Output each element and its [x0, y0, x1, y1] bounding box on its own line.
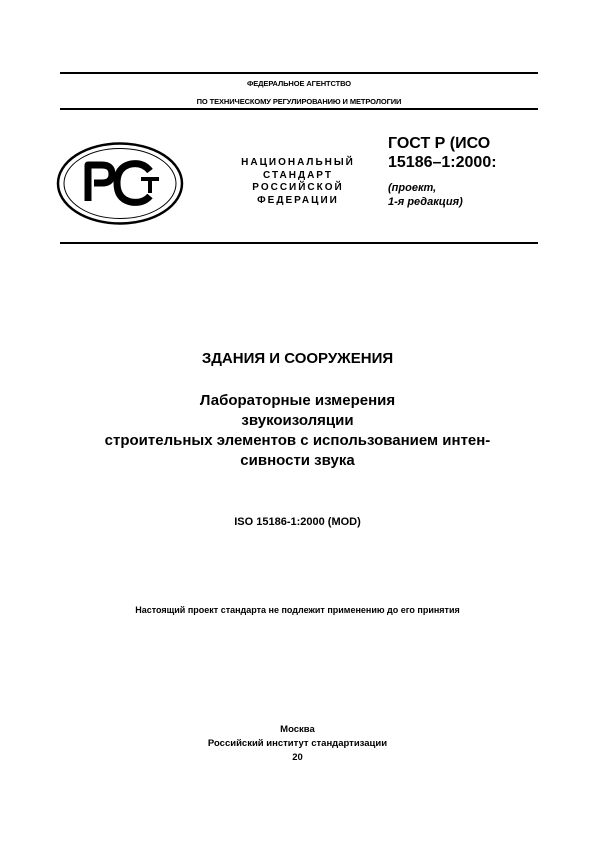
- subtitle-line: звукоизоляции: [241, 412, 354, 429]
- subtitle-line: строительных элементов с использованием интен-: [104, 432, 491, 449]
- national-line: РОССИЙСКОЙ: [252, 182, 344, 193]
- agency-name-line2: ПО ТЕХНИЧЕСКОМУ РЕГУЛИРОВАНИЮ И МЕТРОЛОГИИ: [196, 97, 402, 106]
- header-bottom-rule: [60, 242, 538, 244]
- rst-certification-mark-icon: [55, 141, 185, 226]
- national-line: ФЕДЕРАЦИИ: [257, 194, 339, 206]
- draft-status: [388, 181, 463, 209]
- subtitle-line: Лабораторные измерения: [199, 392, 396, 409]
- imprint-publisher: Российский институт стандартизации: [207, 738, 388, 749]
- national-line: НАЦИОНАЛЬНЫЙ: [241, 157, 355, 168]
- subtitle-line: сивности звука: [240, 452, 355, 469]
- national-standard-label: [218, 157, 378, 207]
- imprint-city: Москва: [280, 724, 315, 735]
- status-line2: 1-я редакция): [388, 196, 463, 208]
- document-subtitle: [40, 391, 555, 471]
- status-line1: (проект,: [388, 182, 437, 194]
- header-top-rule: [60, 72, 538, 74]
- iso-reference: ISO 15186-1:2000 (MOD): [234, 516, 361, 528]
- designation-line1: ГОСТ Р (ИСО: [388, 135, 491, 152]
- header-agency-rule: [60, 108, 538, 110]
- publisher-imprint: [40, 723, 555, 765]
- standard-designation: [388, 134, 497, 172]
- agency-name-line1: ФЕДЕРАЛЬНОЕ АГЕНТСТВО: [246, 79, 352, 88]
- draft-notice: Настоящий проект стандарта не подлежит применению до его принятия: [135, 605, 460, 615]
- national-line: СТАНДАРТ: [263, 169, 333, 181]
- designation-line2: 15186–1:2000:: [388, 154, 497, 171]
- document-main-title: ЗДАНИЯ И СООРУЖЕНИЯ: [201, 350, 394, 367]
- imprint-year: 20: [292, 752, 303, 763]
